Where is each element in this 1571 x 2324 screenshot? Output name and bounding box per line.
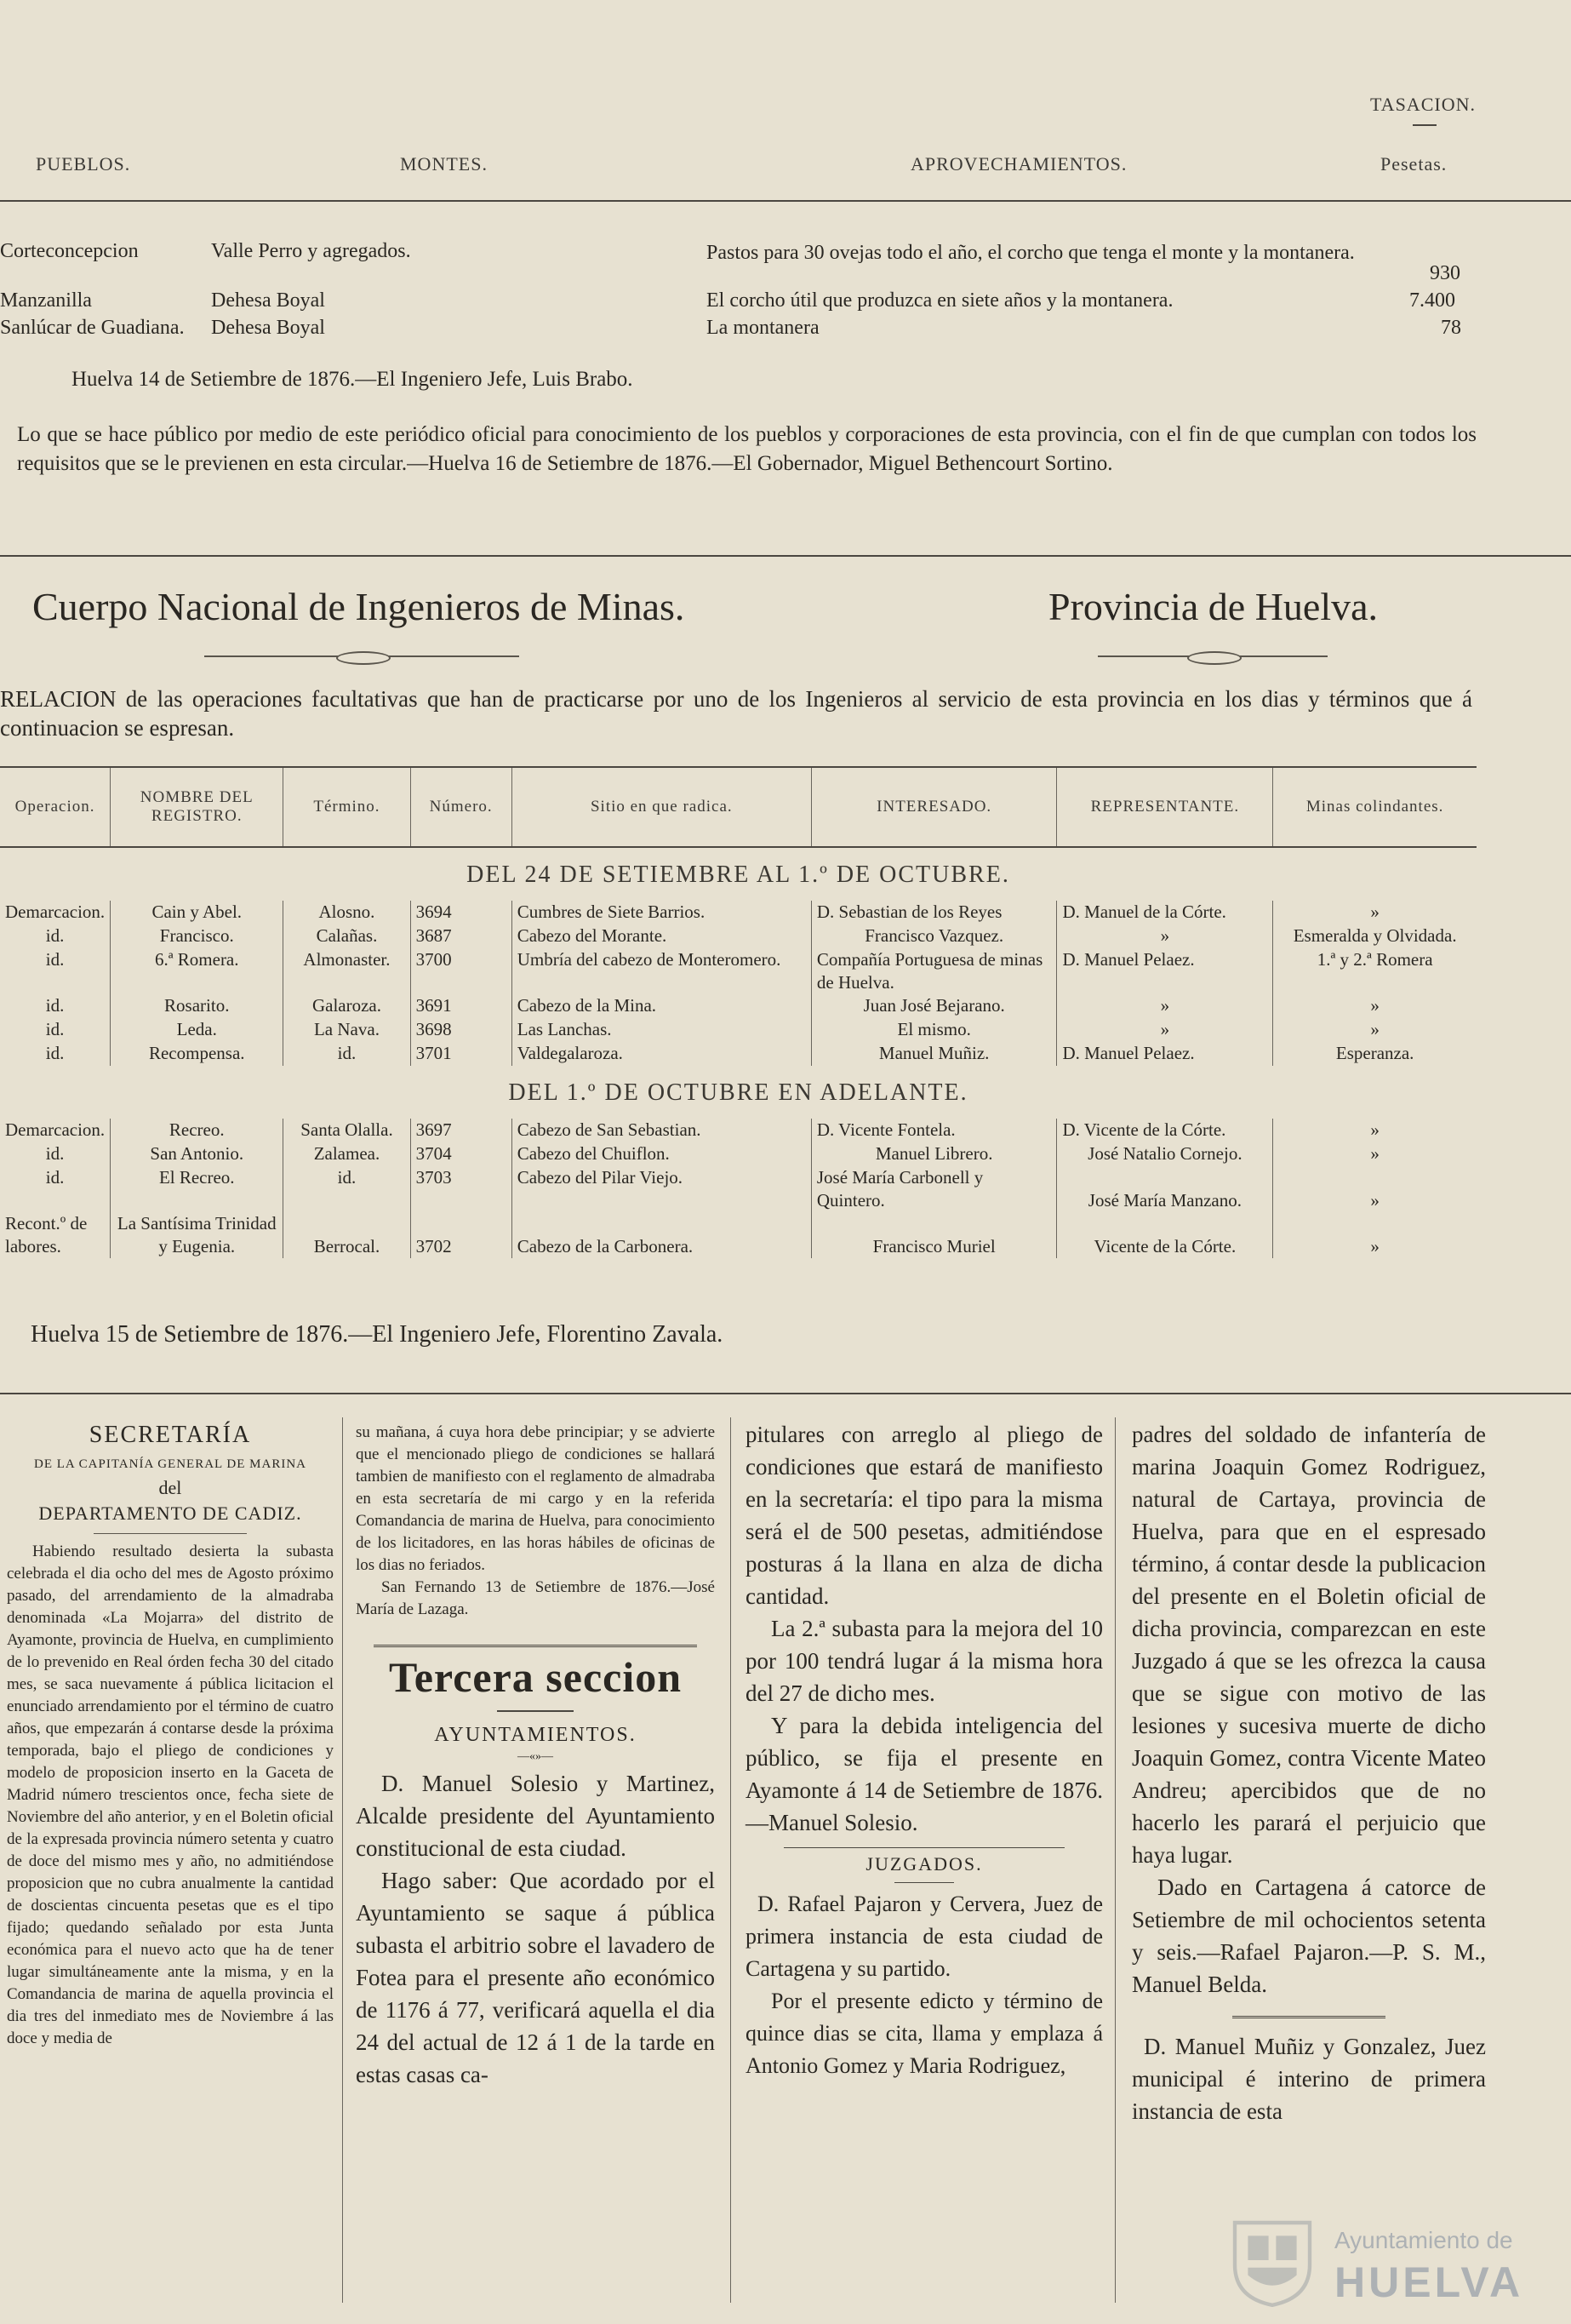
col-pesetas-header: Pesetas. [1380,153,1448,175]
row1-monte: Valle Perro y agregados. [211,240,411,262]
column-divider [342,1417,343,2303]
table-row [0,1142,1477,1166]
cell-colindantes: 1.ª y 2.ª Romera [1273,948,1477,994]
section2-heading-row [0,1066,1477,1119]
cell-operacion: id. [45,995,65,1016]
table-row [0,901,1477,924]
segunda-subasta: La 2.ª subasta para la mejora del 10 por 100 tendrá lugar á la misma hora del 27 de dicho mes. [746,1616,1103,1706]
cell-numero: 3687 [410,924,511,948]
cell-representante: José Natalio Cornejo. [1057,1142,1273,1166]
solesio-intro: D. Manuel Solesio y Martinez, Alcalde presidente del Ayuntamiento constitucional de esta ciudad. [356,1771,715,1861]
cell-operacion: id. [45,1043,65,1063]
cartagena-firma: Dado en Cartagena á catorce de Setiembre de mil ochocientos setenta y seis.—Rafael Pajaron.—P. S. M., Manuel Belda. [1132,1875,1486,1997]
pajaron-intro: D. Rafael Pajaron y Cervera, Juez de primera instancia de esta ciudad de Cartagena y su partido. [746,1892,1103,1981]
cell-nombre: Recompensa. [111,1042,283,1066]
col-montes-header: MONTES. [400,153,488,175]
cell-nombre: La Santísima Trinidad y Eugenia. [111,1212,283,1258]
cell-sitio: Umbría del cabezo de Monteromero. [511,948,811,994]
cell-numero: 3697 [410,1119,511,1142]
cell-numero: 3703 [410,1166,511,1212]
cell-termino: Galaroza. [283,994,410,1018]
divider [784,1847,1065,1848]
solesio-firma: Y para la debida inteligencia del público, se fija el presente en Ayamonte á 14 de Setiembre de 1876.—Manuel Solesio. [746,1713,1103,1835]
juzgados-title: JUZGADOS. [865,1853,983,1875]
col-aprovechamientos-header: APROVECHAMIENTOS. [911,153,1128,175]
table-row [0,1119,1477,1142]
divider [374,1645,697,1647]
header-numero: Número. [410,767,511,847]
divider [1232,2016,1385,2018]
capitulares-text: pitulares con arreglo al pliego de condiciones que estará de manifiesto en la secretaría: el tipo para la misma será el de 500 pesetas, admitiéndose posturas á la llana en alza de dicha cantidad. [746,1422,1103,1609]
cell-colindantes: » [1273,1018,1477,1042]
hago-saber: Hago saber: Que acordado por el Ayuntamiento se saque á pública subasta el arbitrio sobre el lavadero de Fotea para el presente año económico de 1176 á 77, verificará aquella el dia 24 del actual de 12 á 1 de la tarde en estas casas ca- [356,1868,715,2087]
cell-representante: D. Manuel Pelaez. [1057,1042,1273,1066]
cell-numero: 3694 [410,901,511,924]
cell-operacion: id. [45,925,65,946]
row2-pueblo: Manzanilla [0,289,92,312]
cell-operacion: Demarcacion. [5,902,106,922]
cell-colindantes: Esperanza. [1273,1042,1477,1066]
cell-representante: D. Manuel Pelaez. [1057,948,1273,994]
cell-colindantes: » [1273,1119,1477,1142]
header-minas-colindantes: Minas colindantes. [1273,767,1477,847]
divider [497,1710,574,1712]
cell-colindantes: » [1273,1166,1477,1212]
cell-interesado: Manuel Librero. [811,1142,1057,1166]
table-header-row [0,767,1477,847]
cell-representante: D. Vicente de la Córte. [1057,1119,1273,1142]
cell-interesado: José María Carbonell y Quintero. [811,1166,1057,1212]
cell-nombre: Leda. [111,1018,283,1042]
cell-termino: Zalamea. [283,1142,410,1166]
section1-heading: DEL 24 DE SETIEMBRE AL 1.º DE OCTUBRE. [466,861,1010,888]
cell-sitio: Cabezo del Pilar Viejo. [511,1166,811,1212]
lazaga-firma: San Fernando 13 de Setiembre de 1876.—José María de Lazaga. [356,1578,715,1618]
cell-numero: 3698 [410,1018,511,1042]
watermark-line1: Ayuntamiento de [1334,2227,1513,2253]
col-tasacion-header: TASACION. [1370,94,1476,115]
almadraba-body: su mañana, á cuya hora debe principiar; y se advierte que el mencionado pliego de condiciones se hallará tambien de manifiesto con el reglamento de almadraba en esta secretaría de mi cargo y en la referida Comandancia de marina de Huelva, para conocimiento de los licitadores, en las horas hábiles de oficinas de los dias no feriados. [356,1423,715,1574]
section-rule [0,555,1571,557]
cell-representante: » [1057,924,1273,948]
row2-monte: Dehesa Boyal [211,289,325,312]
divider [94,1533,247,1534]
table-row [0,1212,1477,1258]
cell-termino: Almonaster. [283,948,410,994]
cell-operacion: id. [45,1167,65,1188]
row3-monte: Dehesa Boyal [211,317,325,339]
edicto-text: Por el presente edicto y término de quince dias se cita, llama y emplaza á Antonio Gomez y Maria Rodriguez, [746,1989,1103,2078]
section-rule [0,1393,1571,1394]
cell-termino: La Nava. [283,1018,410,1042]
departamento-title: DEPARTAMENTO DE CADIZ. [38,1503,302,1524]
header-rule [0,200,1571,202]
cell-representante: D. Manuel de la Córte. [1057,901,1273,924]
cell-operacion: id. [45,949,65,970]
cell-termino: Berrocal. [283,1212,410,1258]
cell-nombre: Francisco. [111,924,283,948]
cell-numero: 3701 [410,1042,511,1066]
cell-colindantes: » [1273,1142,1477,1166]
table-row [0,924,1477,948]
header-operacion: Operacion. [0,767,111,847]
cell-nombre: Rosarito. [111,994,283,1018]
cell-nombre: San Antonio. [111,1142,283,1166]
divider [1413,124,1437,126]
cell-sitio: Cabezo de la Mina. [511,994,811,1018]
cell-colindantes: » [1273,994,1477,1018]
table-row [0,1042,1477,1066]
cell-operacion: Recont.º de labores. [5,1213,88,1256]
tercera-seccion-title: Tercera seccion [388,1653,683,1701]
cell-operacion: Demarcacion. [5,1119,106,1140]
ornament-rule [204,655,519,657]
row3-aprovechamiento: La montanera [706,317,820,339]
divider [894,1882,954,1883]
section2-heading: DEL 1.º DE OCTUBRE EN ADELANTE. [508,1079,968,1106]
soldado-text: padres del soldado de infantería de marina Joaquin Gomez Rodriguez, natural de Cartaya, provincia de Huelva, para que en el espresado término, á contar desde la publicacion del presente en el Boletin oficial de dicha provincia, comparezcan en este Juzgado á que se les ofrezca la causa que se sigue con motivo de las lesiones y sucesiva muerte de dicho Joaquin Gomez, contra Vicente Mateo Andreu; apercibidos que de no hacerlo les parará el perjuicio que haya lugar. [1132,1422,1486,1868]
cell-sitio: Las Lanchas. [511,1018,811,1042]
cell-operacion: id. [45,1143,65,1164]
cell-sitio: Cabezo de la Carbonera. [511,1212,811,1258]
cell-operacion: id. [45,1019,65,1039]
cell-numero: 3700 [410,948,511,994]
relacion-intro: RELACION de las operaciones facultativas que han de practicarse por uno de los Ingenieros al servicio de esta provincia en los dias y términos que á continuacion se espresan. [0,686,1472,741]
minas-table [0,766,1477,1258]
column-4 [1132,1413,1486,2127]
row2-pesetas: 7.400 [1409,289,1455,312]
cell-sitio: Valdegalaroza. [511,1042,811,1066]
cell-termino: Alosno. [283,901,410,924]
cell-representante: José María Manzano. [1057,1166,1273,1212]
header-representante: REPRESENTANTE. [1057,767,1273,847]
cell-interesado: D. Vicente Fontela. [811,1119,1057,1142]
cell-colindantes: » [1273,901,1477,924]
section1-heading-row [0,847,1477,901]
cell-interesado: El mismo. [811,1018,1057,1042]
header-sitio: Sitio en que radica. [511,767,811,847]
publicacion-paragraph: Lo que se hace público por medio de este periódico oficial para conocimiento de los pueblos y corporaciones de esta provincia, con el fin de que cumplan con todos los requisitos que se le previenen en esta circular.—Huelva 16 de Setiembre de 1876.—El Gobernador, Miguel Bethencourt Sortino. [17,423,1477,475]
cell-sitio: Cabezo del Chuiflon. [511,1142,811,1166]
row1-pesetas: 930 [1430,262,1460,284]
minas-title: Cuerpo Nacional de Ingenieros de Minas. [32,585,685,628]
muniz-intro: D. Manuel Muñiz y Gonzalez, Juez municipal é interino de primera instancia de esta [1132,2034,1486,2124]
cell-termino: Santa Olalla. [283,1119,410,1142]
cell-interesado: Francisco Vazquez. [811,924,1057,948]
capitania-subtitle: DE LA CAPITANÍA GENERAL DE MARINA [34,1457,306,1471]
column-3 [746,1413,1103,2082]
ornament-rule [1098,655,1328,657]
cell-interesado: Francisco Muriel [811,1212,1057,1258]
cell-interesado: Compañía Portuguesa de minas de Huelva. [811,948,1057,994]
watermark-line2: HUELVA [1334,2258,1524,2306]
cell-sitio: Cumbres de Siete Barrios. [511,901,811,924]
cell-interesado: Juan José Bejarano. [811,994,1057,1018]
del-label: del [158,1477,182,1498]
ornament-icon: —«»— [517,1750,553,1763]
cell-nombre: El Recreo. [111,1166,283,1212]
secretaria-title: SECRETARÍA [89,1422,252,1448]
column-divider [1115,1417,1116,2303]
cell-sitio: Cabezo de San Sebastian. [511,1119,811,1142]
header-nombre: NOMBRE DEL REGISTRO. [111,767,283,847]
cell-nombre: Recreo. [111,1119,283,1142]
cell-representante: » [1057,1018,1273,1042]
cell-termino: id. [283,1042,410,1066]
row3-pesetas: 78 [1441,317,1461,339]
cell-termino: Calañas. [283,924,410,948]
firma-brabo: Huelva 14 de Setiembre de 1876.—El Ingeniero Jefe, Luis Brabo. [71,368,633,391]
table-row [0,1166,1477,1212]
header-termino: Término. [283,767,410,847]
column-divider [730,1417,731,2303]
firma-zavala: Huelva 15 de Setiembre de 1876.—El Ingeniero Jefe, Florentino Zavala. [31,1321,723,1348]
cell-numero: 3702 [410,1212,511,1258]
cell-nombre: Cain y Abel. [111,901,283,924]
cell-termino: id. [283,1166,410,1212]
column-2 [356,1413,715,2091]
cell-interesado: D. Sebastian de los Reyes [811,901,1057,924]
table-row [0,994,1477,1018]
row1-aprovechamiento: Pastos para 30 ovejas todo el año, el corcho que tenga el monte y la montanera. [706,242,1355,264]
city-crest-icon [1225,2213,1319,2307]
cell-representante: » [1057,994,1273,1018]
header-interesado: INTERESADO. [811,767,1057,847]
cell-numero: 3691 [410,994,511,1018]
row3-pueblo: Sanlúcar de Guadiana. [0,317,185,339]
row2-aprovechamiento: El corcho útil que produzca en siete años y la montanera. [706,289,1174,312]
cell-colindantes: Esmeralda y Olvidada. [1273,924,1477,948]
ayuntamientos-title: AYUNTAMIENTOS. [434,1724,637,1746]
cell-sitio: Cabezo del Morante. [511,924,811,948]
secretaria-body: Habiendo resultado desierta la subasta celebrada el dia ocho del mes de Agosto próximo pasado, del arrendamiento de la almadraba denominada «La Mojarra» del distrito de Ayamonte, provincia de Huelva, en cumplimiento de lo prevenido en Real órden fecha 30 del citado mes, se saca nuevamente á pública licitacion el enunciado arrendamiento por el término de cuatro años, que empezarán á contarse desde la próxima temporada, bajo el pliego de condiciones y modelo de proposicion inserto en la Gaceta de Madrid número trescientos once, fecha siete de Noviembre del año anterior, y en el Boletin oficial de la expresada provincia número setenta y cuatro de doce del mismo mes y año, no admitiéndose proposicion que no cubra anualmente la cantidad de doscientas cincuenta pesetas que es el tipo fijado; quedando señalado por esta Junta económica para el nuevo acto que ha de tener lugar simultáneamente ante la misma, y en la Comandancia de marina de aquella provincia el dia tres del inmediato mes de Noviembre á las doce y media de [7,1543,334,2047]
cell-nombre: 6.ª Romera. [111,948,283,994]
col-pueblos-header: PUEBLOS. [36,153,131,175]
cell-interesado: Manuel Muñiz. [811,1042,1057,1066]
provincia-title: Provincia de Huelva. [1048,585,1379,628]
column-1 [7,1413,334,2050]
row1-pueblo: Corteconcepcion [0,240,139,262]
table-row [0,948,1477,994]
cell-representante: Vicente de la Córte. [1057,1212,1273,1258]
cell-numero: 3704 [410,1142,511,1166]
table-row [0,1018,1477,1042]
cell-colindantes: » [1273,1212,1477,1258]
